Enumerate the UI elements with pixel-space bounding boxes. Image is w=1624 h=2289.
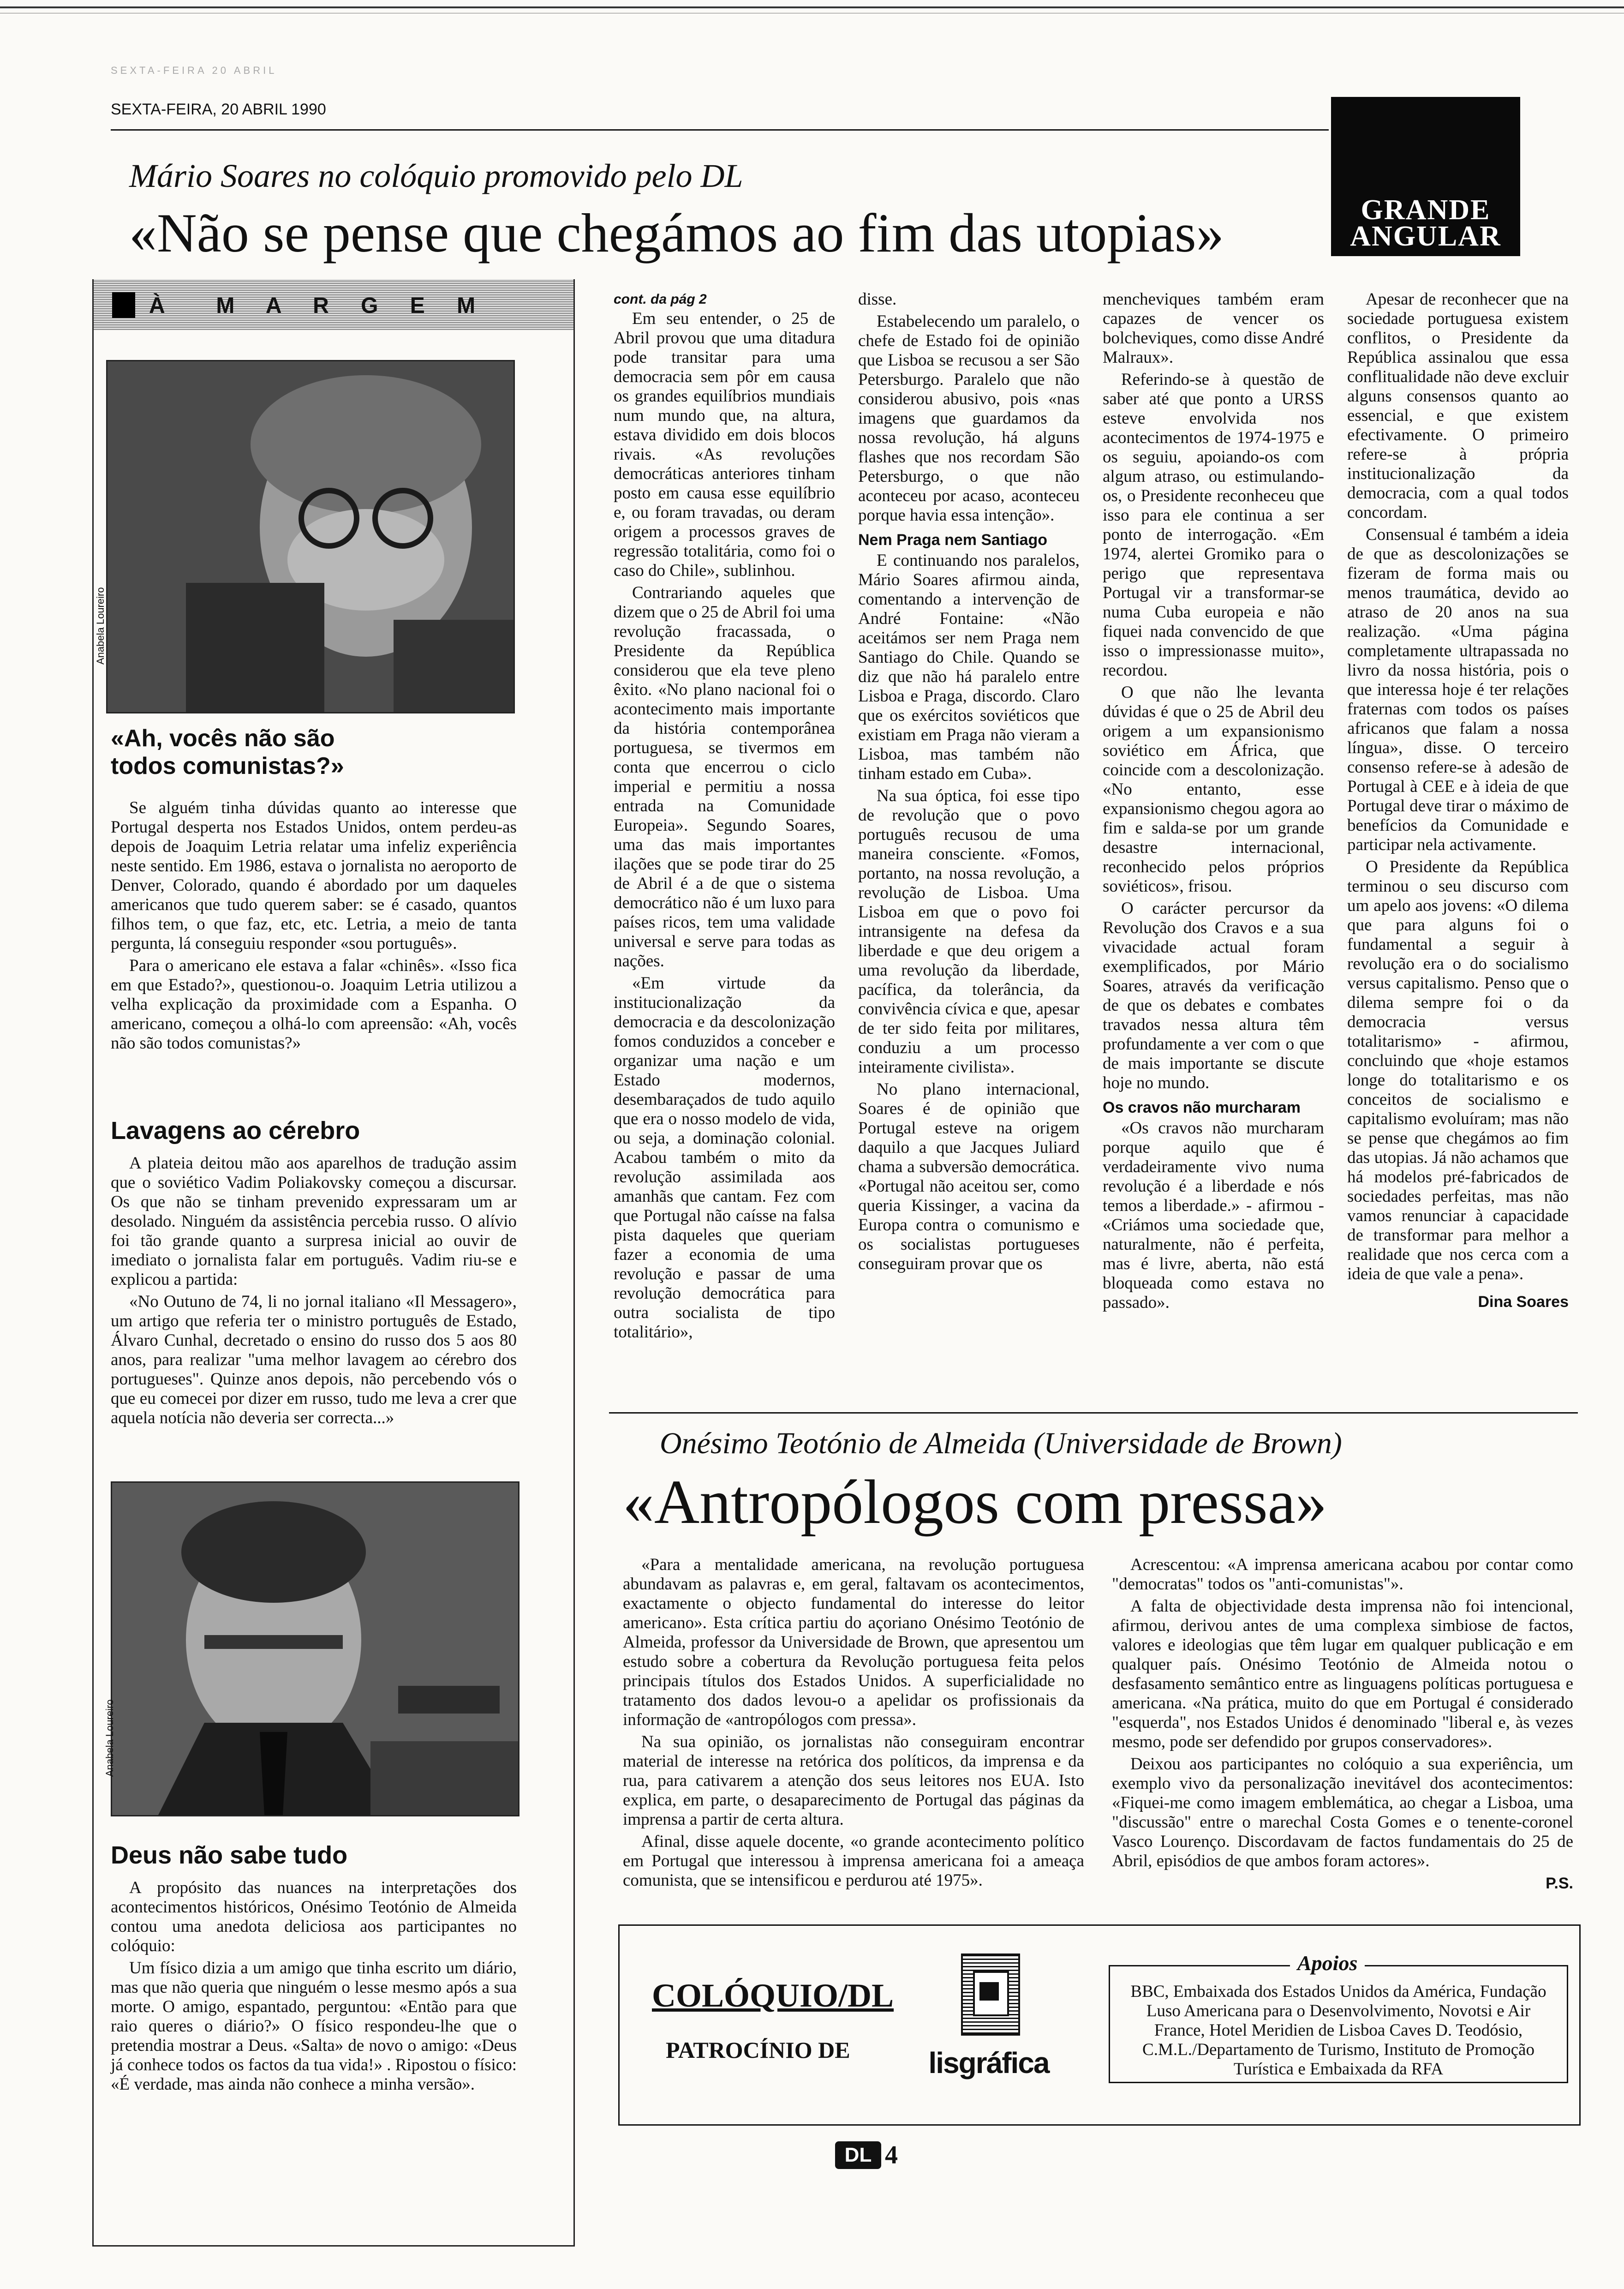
article1-col2-subhead: Nem Praga nem Santiago	[858, 531, 1048, 549]
footer-logo-text: DL	[844, 2144, 872, 2166]
article2-signature: P.S.	[1546, 1875, 1573, 1892]
article1-col4-p2: Consensual é também a ideia de que as descolonizações se fizeram de forma mais ou menos traumática, devido ao atraso de 20 anos na sua realização. «Uma página completamente ultrapassada no livro da nossa história, pois o que interessa hoje é ter relações fraternas com todos os países africanos que falam a nossa língua», disse. O terceiro consenso refere-se à adesão de Portugal à CEE e à ideia de que Portugal deve tirar o máximo de benefícios da Comunidade e participar nela activamente.	[1347, 525, 1569, 854]
article1-headline: «Não se pense que chegámos ao fim das utopias»	[129, 202, 1224, 264]
footer-logo	[835, 2141, 881, 2169]
margem-story2	[111, 1117, 517, 1431]
photo-onesimo-almeida	[111, 1481, 519, 1816]
article1-col2-p2: Estabelecendo um paralelo, o chefe de Estado foi de opinião que Lisboa se recusou a ser São Petersburgo. Paralelo que não considerou abusivo, pois «nas imagens que guardamos da nossa revolução, há alguns flashes que nos recordam São Petersburgo, o que não aconteceu por acaso, aconteceu porque havia essa intenção».	[858, 312, 1080, 525]
apoios-label: Apoios	[1290, 1951, 1365, 1975]
margem-story1-title: «Ah, vocês não são todos comunistas?»	[111, 725, 344, 779]
margem-story2-title: Lavagens ao cérebro	[111, 1117, 360, 1144]
article1-col3-p3: O que não lhe levanta dúvidas é que o 25 de Abril deu origem a um expansionismo soviético em África, que coincide com a descolonização. «No entanto, esse expansionismo chegou agora ao fim e salda-se por um grande desastre internacional, reconhecido pelos próprios soviéticos», frisou.	[1103, 683, 1324, 896]
article1-col2-p4: Na sua óptica, foi esse tipo de revolução que o povo português recusou de uma maneira consciente. «Fomos, portanto, na nossa revolução, a revolução de Lisboa. Uma Lisboa em que o povo foi intransigente na defesa da liberdade e que deu origem a uma revolução da liberdade, pacífica, da tolerância, da convivência cívica e que, apesar de ter sido feita por militares, conduziu a um processo inteiramente civilista».	[858, 786, 1080, 1077]
section-badge	[1331, 97, 1520, 256]
margem-story3-title: Deus não sabe tudo	[111, 1841, 348, 1869]
article1-col3-p5: «Os cravos não murcharam porque aquilo que é verdadeiramente vivo numa revolução é a liberdade e nós temos a liberdade.» - afirmou - «Criámos uma sociedade que, naturalmente, não é perfeita, mas é livre, aberta, não está bloqueada como estava no passado».	[1103, 1119, 1324, 1312]
photo1-credit: Anabela Loureiro	[95, 587, 106, 665]
margem-story1-p2: Para o americano ele estava a falar «chinês». «Isso fica em que Estado?», questionou-o. Joaquim Letria utilizou a velha explicação da proximidade com a Espanha. O americano, começou a olhá-lo com apreensão: «Ah, vocês não são todos comunistas?»	[111, 956, 517, 1053]
article1-continued: cont. da pág 2	[614, 292, 707, 307]
article1-col2-p1: disse.	[858, 290, 897, 309]
article2-headline: «Antropólogos com pressa»	[623, 1468, 1327, 1537]
article2-col1-p1: «Para a mentalidade americana, na revolução portuguesa abundavam as palavras e, em geral, faltavam os acontecimentos, exactamente o objecto fundamental do interesse do leitor americano». Esta crítica partiu do açoriano Onésimo Teotónio de Almeida, professor da Universidade de Brown, que apresentou um estudo sobre a cobertura da Revolução portuguesa feita pelos principais títulos dos Estados Unidos. A superficialidade no tratamento dos dados levou-o a apelidar os profissionais da informação de «antropólogos com pressa».	[623, 1555, 1084, 1729]
apoios-text: BBC, Embaixada dos Estados Unidos da América, Fundação Luso Americana para o Desenvolvimento, Novotsi e Air France, Hotel Meridien de Lisboa Caves D. Teodósio, C.M.L./Departamento de Turismo, Instituto de Promoção Turística e Embaixada da RFA	[1130, 1982, 1546, 2079]
article2-col1	[623, 1555, 1084, 1893]
top-rule	[0, 6, 1624, 8]
article2-col2-p2: A falta de objectividade desta imprensa não foi intencional, afirmou, derivou antes de uma complexa simbiose de factos, valores e ideologias que têm lugar em qualquer publicação e em qualquer país. Onésimo Teotónio de Almeida notou o desfasamento semântico entre as linguagens políticas portuguesa e americana. «Na prática, muito do que em Portugal é considerado "esquerda", nos Estados Unidos é denominado "liberal e, às vezes mesmo, pode ser defendido por grupos conservadores».	[1112, 1597, 1573, 1751]
article2-col2-p3: Deixou aos participantes no colóquio a sua experiência, um exemplo vivo da personalização inevitável dos acontecimentos: «Fiquei-me como imagem emblemática, ao chegar a Lisboa, uma "discussão" entre o marechal Costa Gomes e o tenente-coronel Vasco Lourenço. Discordavam de factos fundamentais do 25 de Abril, episódios de que ambos foram actores».	[1112, 1755, 1573, 1870]
article1-col3	[1103, 290, 1324, 1315]
article1-col3-p4: O carácter percursor da Revolução dos Cravos e a sua vivacidade actual foram exemplificados, por Mário Soares, através da verificação de que os debates e combates travados nessa altura têm profundamente a ver com o que de mais importante se discute hoje no mundo.	[1103, 899, 1324, 1092]
article1-col4	[1347, 290, 1569, 1312]
margem-story3-p1: A propósito das nuances na interpretações dos acontecimentos históricos, Onésimo Teotónio de Almeida contou uma anedota deliciosa aos participantes no colóquio:	[111, 1878, 517, 1955]
section-badge-line1: GRANDE	[1361, 194, 1491, 226]
article1-col4-p3: O Presidente da República terminou o seu discurso com um apelo aos jovens: «O dilema que para alguns foi o fundamental a seguir à revolução era o do socialismo versus capitalismo. Penso que o dilema sempre foi o da democracia versus totalitarismo» - afirmou, concluindo que «hoje estamos longe do totalitarismo e os conceitos de socialismo e capitalismo evoluíram; mas não se pense que chegámos ao fim das utopias. Já não achamos que há modelos pré-fabricados de sociedades perfeitas, mas não vamos renunciar à capacidade de transformar para melhor a realidade que nos cerca com a ideia de que vale a pena».	[1347, 857, 1569, 1283]
apoios-box	[1109, 1951, 1568, 2083]
lisgrafica-logo	[924, 1953, 1053, 2106]
margem-title: À M A R G E M	[149, 294, 489, 318]
lisgrafica-logo-mark	[961, 1953, 1020, 2036]
margem-story1	[111, 725, 517, 1056]
margem-story2-p2: «No Outuno de 74, li no jornal italiano «Il Messagero», um artigo que referia ter o ministro português de Estado, Álvaro Cunhal, decretado o ensino do russo dos 5 aos 80 anos, para realizar "uma melhor lavagem ao cérebro dos portugueses". Quinze anos depois, não percebendo vós o que eu comecei por dizer em russo, tudo me leva a crer que aquela notícia não deveria ser correcta...»	[111, 1292, 517, 1427]
article2-col1-p3: Afinal, disse aquele docente, «o grande acontecimento político em Portugal que interessou à imprensa americana foi a ameaça comunista, que se intensificou e perdurou até 1975».	[623, 1832, 1084, 1890]
article1-signature: Dina Soares	[1478, 1293, 1569, 1311]
article1-col1	[614, 290, 835, 1345]
article2-col1-p2: Na sua opinião, os jornalistas não conseguiram encontrar material de interesse na retórica dos políticos, da imprensa e da rua, para cativarem a atenção dos seus leitores nos EUA. Isto explica, em parte, o desaparecimento de Portugal das páginas da imprensa a partir de certa altura.	[623, 1732, 1084, 1829]
section-badge-line2: ANGULAR	[1350, 221, 1501, 252]
margem-story1-p1: Se alguém tinha dúvidas quanto ao interesse que Portugal desperta nos Estados Unidos, ontem perdeu-as depois de Joaquim Letria relatar uma infeliz experiência neste sentido. Em 1986, estava o jornalista no aeroporto de Denver, Colorado, quando é abordado por um daqueles americanos que tudo querem saber: se é casado, quantos filhos tem, o que faz, etc, etc. Letria, a meio de tanta pergunta, lá conseguiu responder «sou português».	[111, 798, 517, 953]
header-date: SEXTA-FEIRA, 20 ABRIL 1990	[111, 101, 326, 118]
article1-col2	[858, 290, 1080, 1276]
ad-patronage: PATROCÍNIO DE	[666, 2037, 850, 2063]
lisgrafica-wordmark: lisgráfica	[928, 2046, 1049, 2079]
article1-col4-p1: Apesar de reconhecer que na sociedade portuguesa existem conflitos, o Presidente da República assinalou que essa conflitualidade não deve excluir alguns consensos quanto ao essencial, e que existem efectivamente. O primeiro refere-se à própria institucionalização da democracia, com a qual todos concordam.	[1347, 290, 1569, 522]
ad-title: COLÓQUIO/DL	[652, 1977, 894, 2014]
article2-col2-p1: Acrescentou: «A imprensa americana acabou por contar como "democratas" todos os "anti-comunistas"».	[1112, 1555, 1573, 1594]
article1-col3-subhead: Os cravos não murcharam	[1103, 1099, 1301, 1116]
article1-col1-p3: «Em virtude da institucionalização da democracia e da descolonização fomos conduzidos a conceber e organizar uma nação e um Estado modernos, desembaraçados de tudo aquilo que era o nosso modelo de vida, ou seja, a dominação colonial. Acabou também o mito da revolução assimilada aos amanhãs que cantam. Fez com que Portugal não caísse na falsa pista daqueles que queriam fazer a economia de uma revolução e passar de uma revolução democrática para outra socialista de tipo totalitário»,	[614, 974, 835, 1342]
article1-col1-p2: Contrariando aqueles que dizem que o 25 de Abril foi uma revolução fracassada, o Presidente da República considerou que ela teve pleno êxito. «No plano nacional foi o acontecimento mais importante da história contemporânea portuguesa, se tivermos em conta que encerrou o ciclo imperial e permitiu a nossa entrada na Comunidade Europeia». Segundo Soares, uma das mais importantes ilações que se pode tirar do 25 de Abril é a de que o sistema democrático não é um luxo para países ricos, tem uma validade universal e serve para todas as nações.	[614, 583, 835, 971]
margem-square-icon	[112, 292, 135, 318]
article1-col3-p1: mencheviques também eram capazes de vencer os bolcheviques, como disse André Malraux».	[1103, 290, 1324, 367]
margem-title-bar	[94, 279, 573, 330]
margem-story3	[111, 1841, 517, 2097]
article1-col1-p1: Em seu entender, o 25 de Abril provou que uma ditadura pode transitar para uma democracia sem pôr em causa os grandes equilíbrios mundiais num mundo que, na altura, estava dividido em dois blocos rivais. «As revoluções democráticas anteriores tinham posto em causa esse equilíbrio e, ou foram travadas, ou deram origem a processos graves de regressão totalitária, como foi o caso do Chile», sublinhou.	[614, 309, 835, 580]
margem-story3-p2: Um físico dizia a um amigo que tinha escrito um diário, mas que não queria que ninguém o lesse mesmo após a sua morte. O amigo, espantado, perguntou: «Então para que raio queres o diário?» O físico respondeu-lhe que o pretendia mostrar a Deus. «Salta» de novo o amigo: «Deus já conhece todos os factos da tua vida!» . Ripostou o físico: «É verdade, mas ainda não conhece a minha versão».	[111, 1959, 517, 2094]
header-rule	[111, 129, 1329, 131]
ad-box	[618, 1924, 1581, 2126]
article2-kicker: Onésimo Teotónio de Almeida (Universidade de Brown)	[660, 1426, 1342, 1460]
photo2-credit: Anabela Loureiro	[104, 1699, 115, 1777]
article1-col2-p5: No plano internacional, Soares é de opinião que Portugal esteve na origem daquilo a que Jacques Juliard chama a subversão democrática. «Portugal não aceitou ser, como queria Kissinger, a vacina da Europa contra o comunismo e os socialistas portugueses conseguiram provar que os	[858, 1080, 1080, 1273]
photo-mario-soares	[106, 360, 515, 713]
article1-col3-p2: Referindo-se à questão de saber até que ponto a URSS esteve envolvida nos acontecimentos de 1974-1975 e os seguiu, apoiando-os com algum atraso, ou estimulando-os, o Presidente reconheceu que isso para ele continua a ser ponto de interrogação. «Em 1974, alertei Gromiko para o perigo que representava Portugal vir a transformar-se numa Cuba europeia e não fiquei nada convencido de que isso o impressionasse muito», recordou.	[1103, 370, 1324, 680]
article-divider	[609, 1412, 1578, 1414]
article1-col2-p3: E continuando nos paralelos, Mário Soares afirmou ainda, comentando a intervenção de André Fontaine: «Não aceitámos ser nem Praga nem Santiago do Chile. Quando se diz que não há paralelo entre Lisboa e Praga, discordo. Claro que os exércitos soviéticos que existiam em Praga não vieram a Lisboa, mas também não tinham estado em Cuba».	[858, 551, 1080, 783]
article2-col2	[1112, 1555, 1573, 1893]
header-smudge: SEXTA-FEIRA 20 ABRIL	[111, 65, 277, 76]
footer-page-number: 4	[885, 2141, 898, 2169]
margem-story2-p1: A plateia deitou mão aos aparelhos de tradução assim que o soviético Vadim Poliakovsky começou a discursar. Os que não se tinham prevenido expressaram um ar desolado. Ninguém da assistência percebia russo. O alívio foi tão grande quanto a surpresa inicial ao ouvir de imediato o jornalista falar em português. Vadim riu-se e explicou a partida:	[111, 1154, 517, 1289]
article1-kicker: Mário Soares no colóquio promovido pelo DL	[129, 157, 743, 194]
